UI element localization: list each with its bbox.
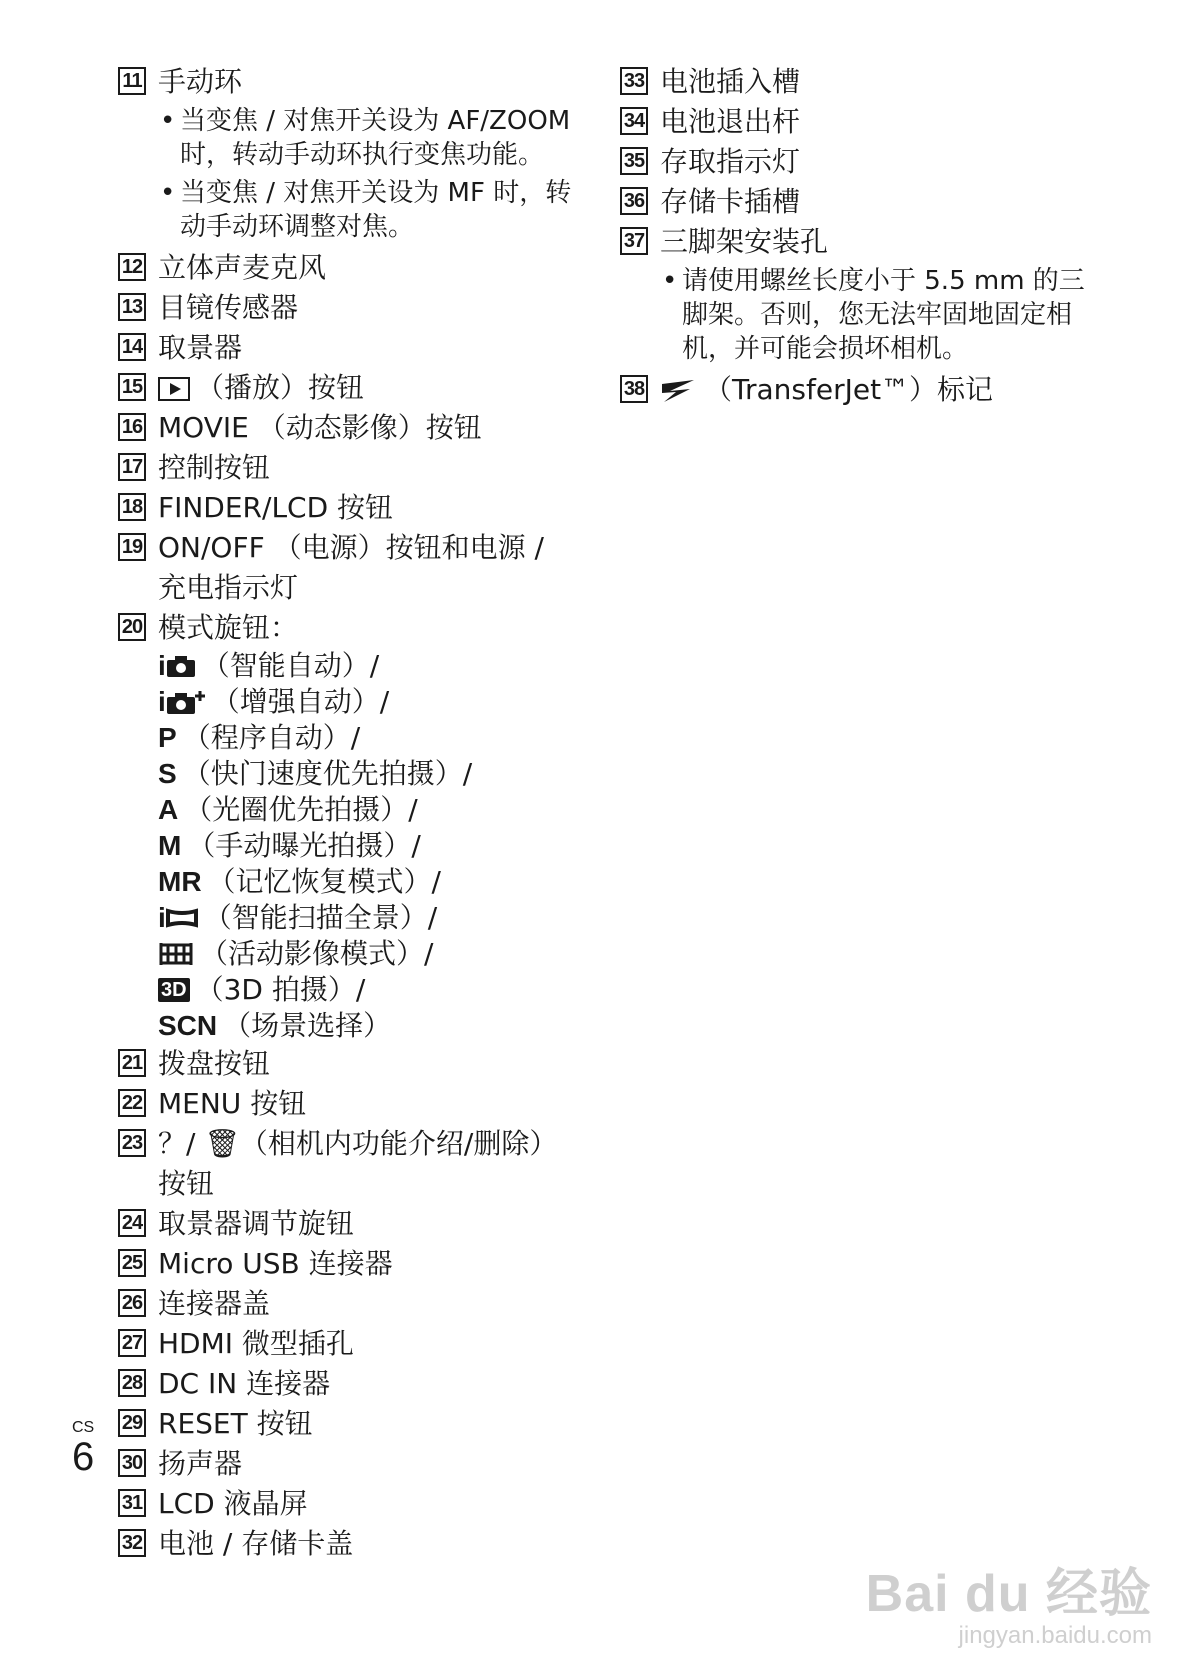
list-item [118, 528, 578, 608]
mode-symbol: i [158, 650, 166, 681]
item-label: ？/ 🗑（相机内功能介绍/删除）按钮 [158, 1127, 558, 1200]
mode-symbol: SCN [158, 1010, 218, 1041]
item-label: 电池 / 存储卡盖 [158, 1527, 354, 1560]
item-label: 三脚架安装孔 [660, 225, 829, 258]
item-label: 取景器调节旋钮 [158, 1207, 355, 1240]
watermark [866, 1551, 1152, 1650]
item-number: 27 [118, 1329, 146, 1357]
list-item [118, 1364, 578, 1404]
mode-item [158, 972, 578, 1008]
item-label: Micro USB 连接器 [158, 1247, 393, 1280]
item-number: 18 [118, 493, 146, 521]
mode-symbol: 3D [158, 978, 190, 1002]
list-item [118, 248, 578, 288]
list-item [118, 62, 578, 102]
item-number: 32 [118, 1529, 146, 1557]
mode-text: （快门速度优先拍摄）/ [182, 757, 473, 790]
list-item [620, 370, 1090, 410]
item-number: 25 [118, 1249, 146, 1277]
list-item [118, 288, 578, 328]
item-number: 13 [118, 293, 146, 321]
mode-item [158, 900, 578, 936]
item-label: FINDER/LCD 按钮 [158, 491, 394, 524]
list-item [620, 182, 1090, 222]
list-item [118, 1324, 578, 1364]
watermark-url: jingyan.baidu.com [958, 1622, 1152, 1649]
mode-text: （手动曝光拍摄）/ [187, 829, 421, 862]
item-label: 存储卡插槽 [660, 185, 801, 218]
camera-plus-icon [166, 689, 206, 715]
mode-text: （场景选择） [223, 1009, 392, 1042]
item-label: LCD 液晶屏 [158, 1487, 308, 1520]
item-number: 11 [118, 67, 146, 95]
left-column [118, 62, 578, 1564]
item-number: 16 [118, 413, 146, 441]
list-item [620, 222, 1090, 262]
item-label: 控制按钮 [158, 451, 271, 484]
item-label: 取景器 [158, 331, 243, 364]
page-number: 6 [72, 1435, 95, 1479]
item-label: 拨盘按钮 [158, 1047, 271, 1080]
film-icon [158, 941, 194, 967]
list-item [118, 1204, 578, 1244]
list-item [118, 1044, 578, 1084]
item-number: 26 [118, 1289, 146, 1317]
item-number: 22 [118, 1089, 146, 1117]
mode-item [158, 936, 578, 972]
item-label: 电池退出杆 [660, 105, 801, 138]
list-item [118, 1404, 578, 1444]
item-number: 12 [118, 253, 146, 281]
list-item [118, 1244, 578, 1284]
camera-icon [166, 654, 196, 678]
item-label: （TransferJet™）标记 [704, 373, 994, 406]
list-item [118, 608, 578, 648]
list-item [620, 102, 1090, 142]
list-item [118, 1444, 578, 1484]
mode-symbol: M [158, 830, 182, 861]
mode-list [118, 648, 578, 1044]
bullet-text: • 当变焦 / 对焦开关设为 AF/ZOOM 时，转动手动环执行变焦功能。 [158, 104, 578, 172]
mode-text: （智能扫描全景）/ [203, 901, 438, 934]
item-number: 31 [118, 1489, 146, 1517]
mode-item [158, 684, 578, 720]
page-marker [72, 1420, 94, 1478]
mode-symbol: A [158, 794, 179, 825]
item-number: 28 [118, 1369, 146, 1397]
item-number: 29 [118, 1409, 146, 1437]
item-label: 连接器盖 [158, 1287, 271, 1320]
right-column [620, 62, 1090, 410]
list-item [118, 1284, 578, 1324]
mode-text: （记忆恢复模式）/ [207, 865, 441, 898]
mode-symbol: MR [158, 866, 202, 897]
item-label: MOVIE （动态影像）按钮 [158, 411, 482, 444]
item-label: ON/OFF （电源）按钮和电源 / 充电指示灯 [158, 531, 544, 604]
mode-symbol: P [158, 722, 177, 753]
item-label: 扬声器 [158, 1447, 243, 1480]
play-icon [158, 377, 190, 401]
list-item [118, 488, 578, 528]
item-number: 38 [620, 375, 648, 403]
item-number: 34 [620, 107, 648, 135]
list-item [118, 408, 578, 448]
page-language: CS [72, 1419, 95, 1436]
mode-symbol: S [158, 758, 177, 789]
mode-item [158, 720, 578, 756]
item-label: （播放）按钮 [196, 371, 365, 404]
item-label: 电池插入槽 [660, 65, 801, 98]
list-item [620, 62, 1090, 102]
list-item [620, 142, 1090, 182]
mode-text: （3D 拍摄）/ [195, 973, 366, 1006]
mode-text: （活动影像模式）/ [200, 937, 434, 970]
mode-text: （增强自动）/ [211, 685, 390, 718]
list-item [118, 448, 578, 488]
mode-text: （智能自动）/ [201, 649, 380, 682]
item-label: 手动环 [158, 65, 243, 98]
item-number: 37 [620, 227, 648, 255]
item-bullets [620, 264, 1090, 366]
item-label: 存取指示灯 [660, 145, 801, 178]
list-item [118, 368, 578, 408]
item-number: 24 [118, 1209, 146, 1237]
item-number: 15 [118, 373, 146, 401]
item-number: 17 [118, 453, 146, 481]
item-number: 36 [620, 187, 648, 215]
list-item [118, 1124, 578, 1204]
item-label: MENU 按钮 [158, 1087, 307, 1120]
mode-symbol: i [158, 902, 166, 933]
item-number: 21 [118, 1049, 146, 1077]
mode-item [158, 792, 578, 828]
bullet-text: • 当变焦 / 对焦开关设为 MF 时，转动手动环调整对焦。 [158, 176, 578, 244]
mode-item [158, 1008, 578, 1044]
item-number: 19 [118, 533, 146, 561]
mode-item [158, 756, 578, 792]
list-item [118, 1524, 578, 1564]
item-number: 30 [118, 1449, 146, 1477]
transferjet-icon [660, 378, 696, 404]
list-item [118, 1084, 578, 1124]
item-number: 14 [118, 333, 146, 361]
watermark-logo: Bai du 经验 [865, 1565, 1152, 1623]
list-item [118, 1484, 578, 1524]
panorama-icon [166, 908, 198, 928]
bullet-text: • 请使用螺丝长度小于 5.5 mm 的三脚架。否则，您无法牢固地固定相机，并可能会损坏相机。 [660, 264, 1090, 366]
item-label: 目镜传感器 [158, 291, 299, 324]
item-label: 立体声麦克风 [158, 251, 327, 284]
item-number: 20 [118, 613, 146, 641]
item-label: DC IN 连接器 [158, 1367, 331, 1400]
item-label: RESET 按钮 [158, 1407, 313, 1440]
item-number: 23 [118, 1129, 146, 1157]
item-label: HDMI 微型插孔 [158, 1327, 354, 1360]
mode-item [158, 828, 578, 864]
item-label: 模式旋钮： [158, 611, 299, 644]
list-item [118, 328, 578, 368]
mode-text: （程序自动）/ [182, 721, 361, 754]
item-number: 35 [620, 147, 648, 175]
item-number: 33 [620, 67, 648, 95]
item-bullets [118, 104, 578, 244]
mode-item [158, 864, 578, 900]
mode-text: （光圈优先拍摄）/ [184, 793, 418, 826]
mode-symbol: i [158, 686, 166, 717]
mode-item [158, 648, 578, 684]
